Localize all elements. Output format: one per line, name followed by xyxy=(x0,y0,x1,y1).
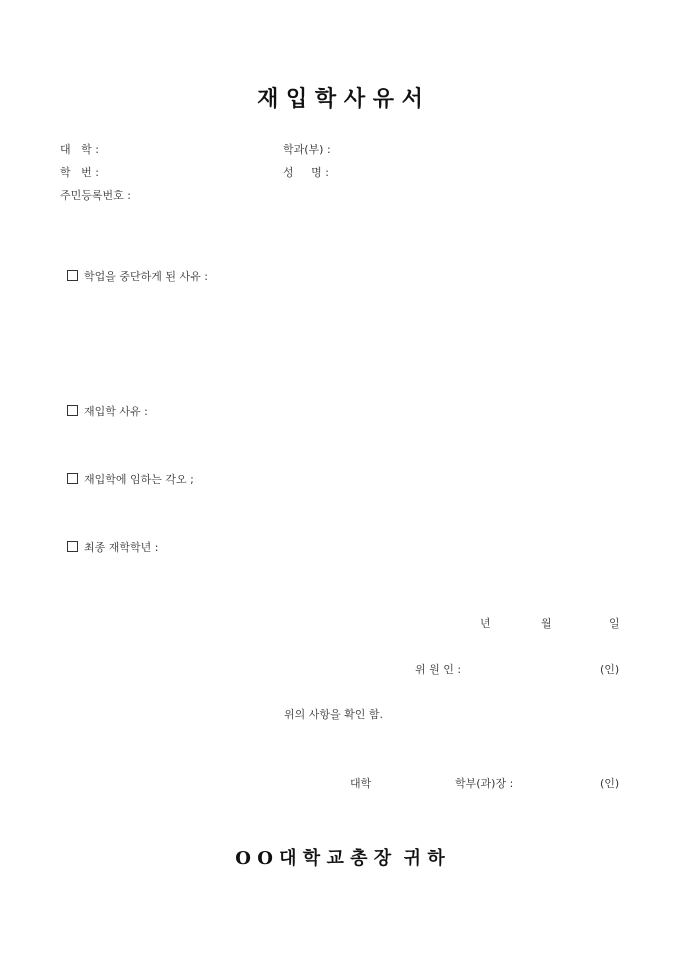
approval-seal: (인) xyxy=(600,777,620,790)
section-last-grade-label: 최종 재학학년 : xyxy=(84,541,159,554)
approval-university: 대학 xyxy=(350,777,372,790)
approval-head-label: 학부(과)장 : xyxy=(455,777,514,790)
section-last-grade xyxy=(60,526,158,555)
department-label: 학과(부) : xyxy=(283,143,331,156)
checkbox-icon xyxy=(67,270,78,281)
section-interruption-reason xyxy=(60,255,208,284)
date-year: 년 xyxy=(480,617,491,630)
checkbox-icon xyxy=(67,405,78,416)
document-title: 재 입 학 사 유 서 xyxy=(257,86,423,112)
addressee-footer: O O 대 학 교 총 장 귀 하 xyxy=(235,848,445,869)
section-resolution-label: 재입학에 임하는 각오 ; xyxy=(84,473,194,486)
section-interruption-label: 학업을 중단하게 된 사유 : xyxy=(84,270,208,283)
applicant-seal: (인) xyxy=(600,663,620,676)
confirmation-text: 위의 사항을 확인 함. xyxy=(284,708,383,721)
section-readmission-reason xyxy=(60,390,148,419)
name-label: 성 명 : xyxy=(283,166,329,179)
resident-number-label: 주민등록번호 : xyxy=(60,189,131,202)
university-label: 대 학 : xyxy=(60,143,99,156)
student-id-label: 학 번 : xyxy=(60,166,99,179)
date-day: 일 xyxy=(609,617,620,630)
applicant-label: 위 원 인 : xyxy=(415,663,462,676)
section-readmission-label: 재입학 사유 : xyxy=(84,405,148,418)
checkbox-icon xyxy=(67,473,78,484)
checkbox-icon xyxy=(67,541,78,552)
section-resolution xyxy=(60,458,194,487)
date-month: 월 xyxy=(541,617,552,630)
